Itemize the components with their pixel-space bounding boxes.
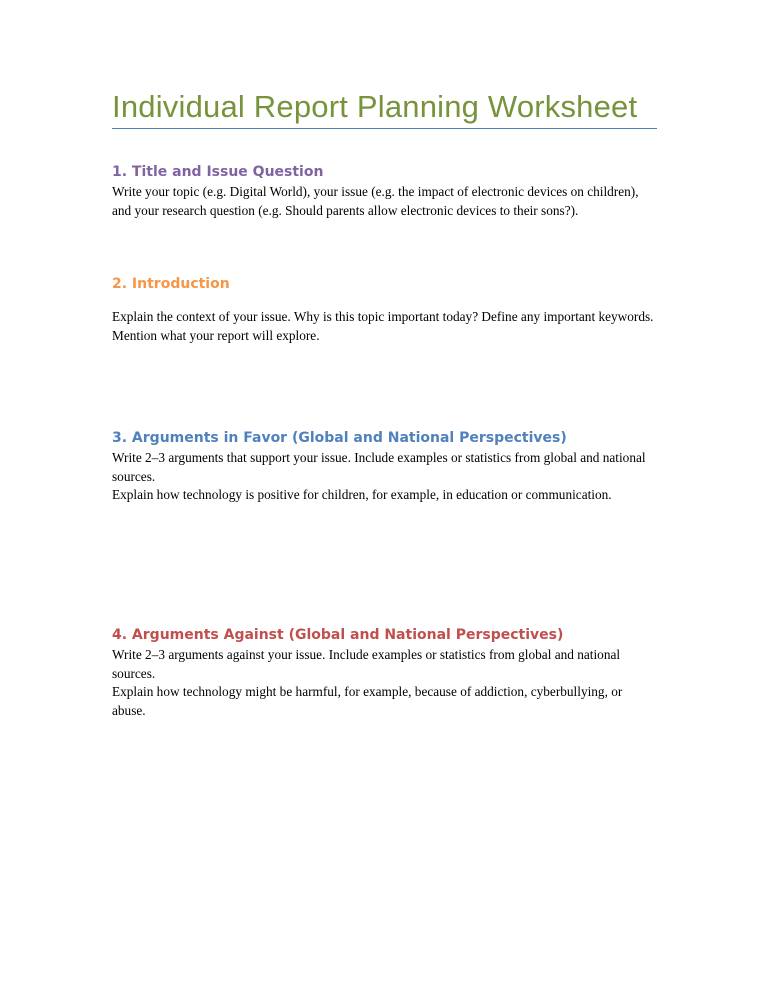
section-heading: 1. Title and Issue Question <box>112 164 324 180</box>
section-title-and-issue <box>112 161 657 220</box>
section-paragraph: Explain how technology is positive for children, for example, in education or communication. <box>112 487 612 503</box>
section-heading: 3. Arguments in Favor (Global and National Perspectives) <box>112 430 567 446</box>
section-paragraph: Explain how technology might be harmful, for example, because of addiction, cyberbullying, or abuse. <box>112 684 623 718</box>
section-arguments-in-favor <box>112 427 657 505</box>
section-introduction <box>112 273 657 345</box>
title-underline <box>112 128 657 129</box>
section-paragraph: Write your topic (e.g. Digital World), your issue (e.g. the impact of electronic devices on children), and your research question (e.g. Should parents allow electronic devices to their sons?). <box>112 184 639 218</box>
section-heading: 4. Arguments Against (Global and National Perspectives) <box>112 627 564 643</box>
section-heading: 2. Introduction <box>112 276 230 292</box>
section-paragraph: Write 2–3 arguments against your issue. Include examples or statistics from global and national sources. <box>112 647 621 681</box>
document-title: Individual Report Planning Worksheet <box>112 89 638 124</box>
section-paragraph: Write 2–3 arguments that support your issue. Include examples or statistics from global and national sources. <box>112 450 646 484</box>
section-arguments-against <box>112 624 657 720</box>
section-paragraph: Explain the context of your issue. Why is this topic important today? Define any important keywords. Mention what your report will explore. <box>112 309 654 343</box>
